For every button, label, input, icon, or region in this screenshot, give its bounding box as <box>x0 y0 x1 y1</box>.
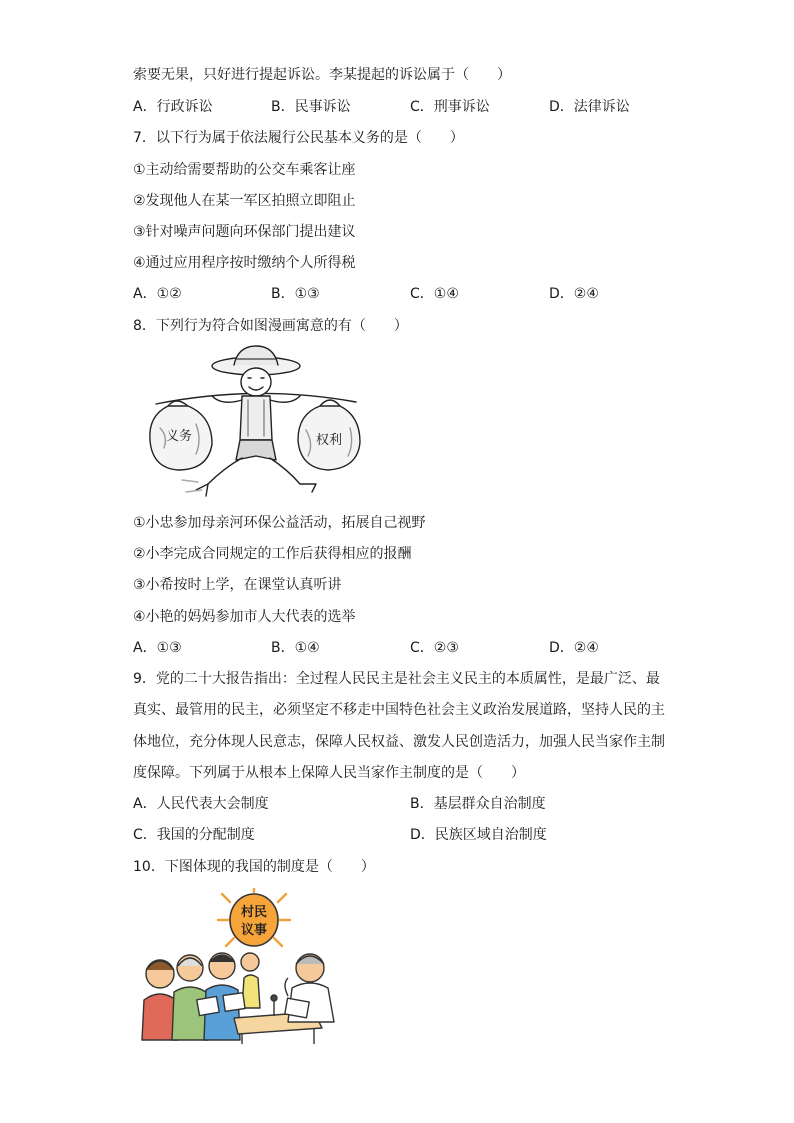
q8-stem: 8．下列行为符合如图漫画寓意的有（ ） <box>133 318 408 334</box>
duty-bag-label: 义务 <box>166 429 193 444</box>
q8-option-c[interactable]: C．②③ <box>410 640 459 656</box>
q8-item-4: ④小艳的妈妈参加市人大代表的选举 <box>133 609 356 625</box>
q9-option-d[interactable]: D．民族区域自治制度 <box>410 827 547 843</box>
q6-option-a[interactable]: A．行政诉讼 <box>133 99 213 115</box>
q8-item-1: ①小忠参加母亲河环保公益活动，拓展自己视野 <box>133 515 426 531</box>
q9-stem-line-3: 体地位，充分体现人民意志，保障人民权益、激发人民创造活力，加强人民当家作主制 <box>133 734 665 750</box>
q6-stem-tail: 索要无果，只好进行提起诉讼。李某提起的诉讼属于（ ） <box>133 67 511 83</box>
rights-bag-label: 权利 <box>316 433 343 448</box>
q8-item-2: ②小李完成合同规定的工作后获得相应的报酬 <box>133 546 412 562</box>
q8-item-3: ③小希按时上学，在课堂认真听讲 <box>133 577 342 593</box>
q9-stem-line-2: 真实、最管用的民主，必须坚定不移走中国特色社会主义政治发展道路，坚持人民的主 <box>133 702 665 718</box>
bubble-line-1: 村民 <box>240 905 268 920</box>
q8-option-a[interactable]: A．①③ <box>133 640 182 656</box>
q10-stem: 10．下图体现的我国的制度是（ ） <box>133 859 375 875</box>
q7-item-3: ③针对噪声问题向环保部门提出建议 <box>133 224 356 240</box>
q9-option-a[interactable]: A．人民代表大会制度 <box>133 796 269 812</box>
q9-option-c[interactable]: C．我国的分配制度 <box>133 827 255 843</box>
q7-option-b[interactable]: B．①③ <box>271 286 320 302</box>
q7-item-1: ①主动给需要帮助的公交车乘客让座 <box>133 162 356 178</box>
q9-option-b[interactable]: B．基层群众自治制度 <box>410 796 546 812</box>
q6-option-b[interactable]: B．民事诉讼 <box>271 99 351 115</box>
q7-stem: 7．以下行为属于依法履行公民基本义务的是（ ） <box>133 130 464 146</box>
q8-option-d[interactable]: D．②④ <box>549 640 599 656</box>
bubble-line-2: 议事 <box>240 923 268 938</box>
q7-option-c[interactable]: C．①④ <box>410 286 459 302</box>
q9-stem-line-1: 9．党的二十大报告指出：全过程人民民主是社会主义民主的本质属性，是最广泛、最 <box>133 671 660 687</box>
rights-duties-cartoon <box>138 344 374 502</box>
q6-option-c[interactable]: C．刑事诉讼 <box>410 99 490 115</box>
village-meeting-cartoon <box>138 888 338 1044</box>
q9-stem-line-4: 度保障。下列属于从根本上保障人民当家作主制度的是（ ） <box>133 765 525 781</box>
q6-option-d[interactable]: D．法律诉讼 <box>549 99 630 115</box>
q7-item-4: ④通过应用程序按时缴纳个人所得税 <box>133 255 356 271</box>
q8-option-b[interactable]: B．①④ <box>271 640 320 656</box>
q7-option-a[interactable]: A．①② <box>133 286 182 302</box>
q7-option-d[interactable]: D．②④ <box>549 286 599 302</box>
q7-item-2: ②发现他人在某一军区拍照立即阻止 <box>133 193 356 209</box>
